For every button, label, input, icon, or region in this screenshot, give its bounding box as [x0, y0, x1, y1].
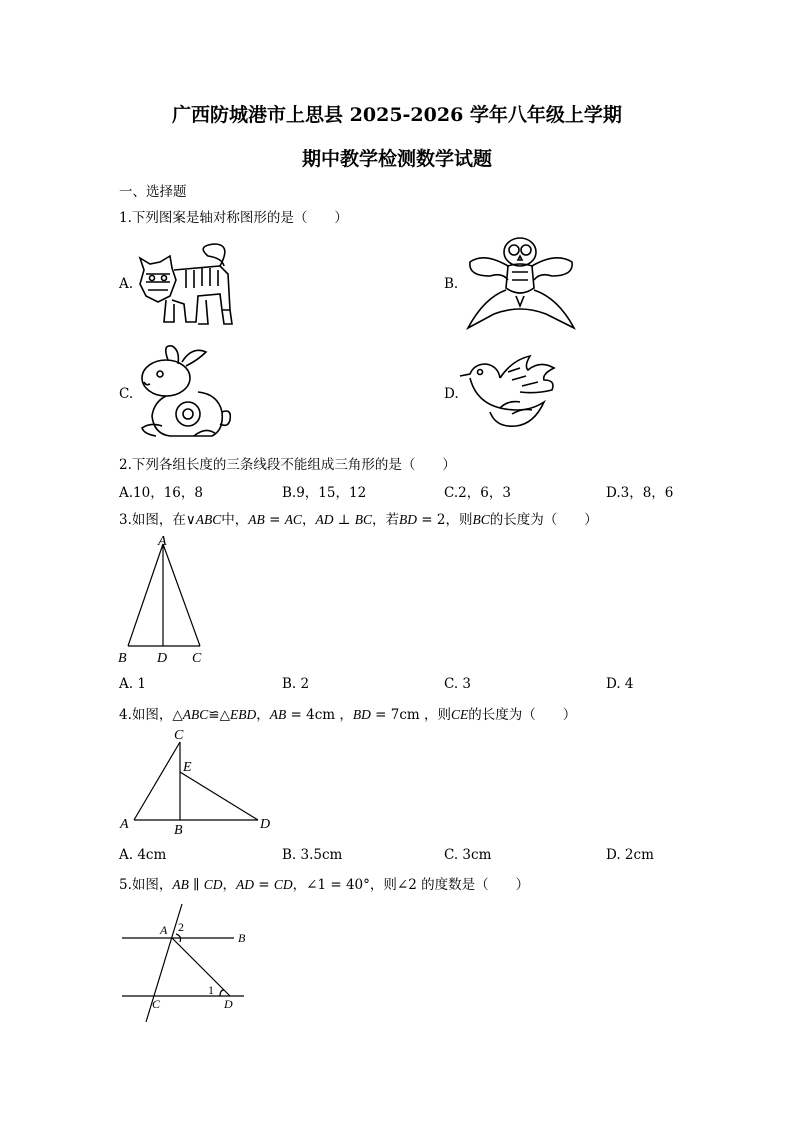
- q3-segment-ac: [163, 544, 200, 646]
- q4-label-e: E: [183, 760, 192, 775]
- q4-stem-text: = 4cm ，: [286, 707, 353, 723]
- q1-stem: 1.下列图案是轴对称图形的是（ ）: [119, 210, 348, 226]
- q5-parallel-symbol: ∥: [188, 877, 204, 893]
- q3-math: BC: [472, 512, 490, 527]
- q5-math: AD: [235, 877, 254, 892]
- q5-label-d: D: [224, 997, 233, 1011]
- q3-option-b: B. 2: [282, 676, 310, 692]
- q5-segment-ad: [172, 938, 230, 996]
- q2-option-a: A.10，16，8: [119, 485, 203, 501]
- q4-option-d: D. 2cm: [606, 847, 654, 863]
- q4-stem: [119, 703, 576, 723]
- q4-label-d: D: [260, 817, 271, 832]
- tiger-icon: [136, 240, 242, 328]
- q3-stem-text: ，: [301, 512, 316, 528]
- q3-label-a: A: [158, 534, 167, 549]
- q1-option-c-label: C.: [119, 386, 134, 402]
- q5-math: CD: [203, 877, 223, 892]
- q4-stem-text: ，: [256, 707, 270, 723]
- bird-icon: [456, 354, 560, 430]
- q4-math: AB: [269, 707, 287, 722]
- q5-stem-text: ，∠1 = 40°，则∠2 的度数是（ ）: [292, 877, 530, 893]
- doc-title-line2: 期中教学检测数学试题: [301, 148, 492, 170]
- q4-math: ABC: [182, 707, 209, 722]
- q4-option-c: C. 3cm: [444, 847, 492, 863]
- q4-option-b: B. 3.5cm: [282, 847, 343, 863]
- q4-math: BD: [352, 707, 371, 722]
- q3-segment-ab: [128, 544, 163, 646]
- q4-stem-text: 的长度为（ ）: [468, 707, 577, 723]
- q5-label-b: B: [238, 931, 246, 945]
- q4-segment-ac: [134, 742, 180, 820]
- q3-math: BC: [354, 512, 372, 527]
- q4-triangle-symbol: △: [172, 707, 183, 723]
- q5-stem-text: ，: [222, 877, 236, 893]
- q5-math-op: =: [253, 877, 274, 893]
- q3-stem: [119, 508, 598, 528]
- q5-angle-1-arc: [220, 990, 224, 996]
- q3-math: BD: [399, 512, 417, 527]
- q5-label-c: C: [152, 997, 161, 1011]
- q3-math-op: ⊥: [333, 512, 355, 528]
- q5-label-angle-2: 2: [178, 920, 184, 934]
- q4-triangle-figure: [112, 724, 282, 840]
- q4-congruent-symbol: ≌△: [208, 707, 230, 723]
- q4-option-a: A. 4cm: [119, 847, 167, 863]
- doc-title-line1: 广西防城港市上思县 2025-2026 学年八年级上学期: [172, 104, 622, 126]
- q4-stem-text: 4.如图，: [119, 707, 173, 723]
- q3-math: ABC: [195, 512, 222, 527]
- q3-math-op: =: [264, 512, 285, 528]
- q4-label-a: A: [120, 817, 129, 832]
- q4-math: CE: [451, 707, 469, 722]
- q4-segment-ed: [180, 772, 258, 820]
- q3-triangle-figure: [112, 532, 222, 668]
- q3-label-d: D: [157, 651, 168, 666]
- q5-math: AB: [172, 877, 189, 892]
- q5-math: CD: [273, 877, 293, 892]
- q3-math: AB: [248, 512, 265, 527]
- rabbit-icon: [136, 342, 236, 442]
- q3-option-a: A. 1: [119, 676, 146, 692]
- q3-stem-text: 的长度为（ ）: [489, 512, 598, 528]
- q3-stem-text: 中，: [221, 512, 249, 528]
- q5-stem: [119, 873, 529, 893]
- q3-stem-text: 3.如图，在: [119, 512, 186, 528]
- q3-label-b: B: [118, 651, 127, 666]
- q2-option-b: B.9，15，12: [282, 485, 367, 501]
- q4-math: EBD: [229, 707, 257, 722]
- q3-math: AC: [284, 512, 302, 527]
- q3-option-d: D. 4: [606, 676, 634, 692]
- q5-label-a: A: [160, 923, 168, 937]
- section-heading: 一、选择题: [119, 184, 187, 200]
- q4-stem-text: = 7cm ，则: [370, 707, 452, 723]
- q2-option-c: C.2，6，3: [444, 485, 511, 501]
- q1-option-a-label: A.: [119, 276, 134, 292]
- q3-triangle-symbol: ∨: [185, 512, 196, 528]
- q1-option-b-label: B.: [444, 276, 459, 292]
- q4-label-b: B: [174, 823, 183, 838]
- q1-option-d-label: D.: [444, 386, 459, 402]
- q4-label-c: C: [174, 728, 184, 743]
- q3-option-c: C. 3: [444, 676, 472, 692]
- owl-kite-icon: [464, 232, 578, 332]
- q2-option-d: D.3，8，6: [606, 485, 674, 501]
- q3-stem-text: ，若: [372, 512, 399, 528]
- q3-label-c: C: [192, 651, 202, 666]
- q3-math-op: = 2，则: [417, 512, 473, 528]
- q5-parallel-figure: [112, 898, 272, 1028]
- q5-stem-text: 5.如图，: [119, 877, 173, 893]
- q5-label-angle-1: 1: [208, 983, 214, 997]
- q2-stem: 2.下列各组长度的三条线段不能组成三角形的是（ ）: [119, 457, 456, 473]
- q3-math: AD: [315, 512, 334, 527]
